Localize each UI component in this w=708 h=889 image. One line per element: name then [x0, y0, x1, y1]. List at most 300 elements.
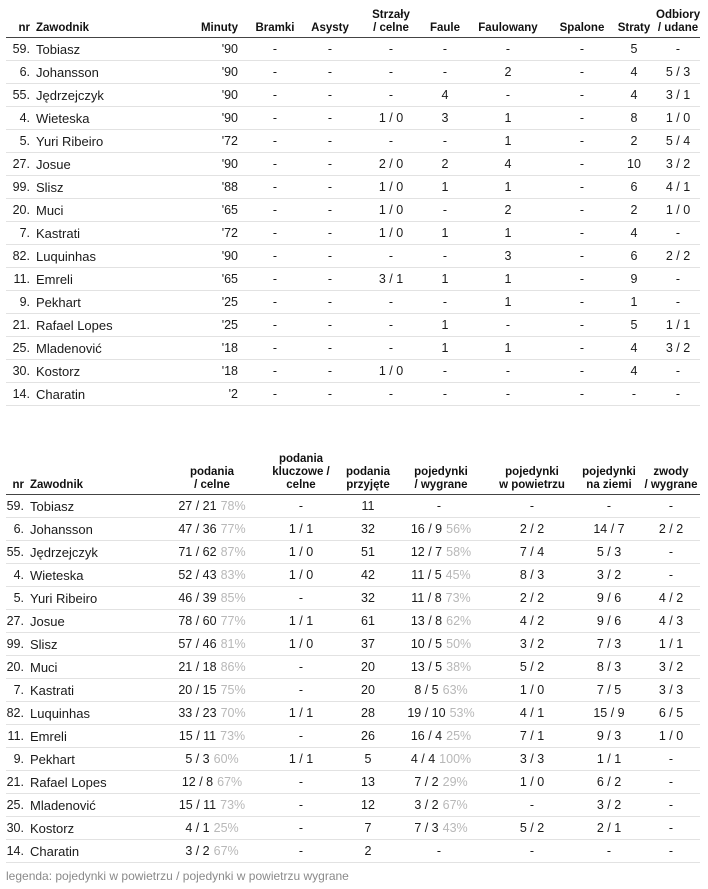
duels-percentage: 63% — [442, 683, 468, 697]
passes-value: 78 / 60 — [178, 614, 217, 628]
duels-percentage: 53% — [449, 706, 475, 720]
cell-offside: - — [552, 130, 612, 153]
cell-recoveries: 1 / 0 — [656, 199, 700, 222]
cell-losses: - — [612, 383, 656, 406]
cell-key-passes: 1 / 0 — [260, 541, 342, 564]
cell-challenges: - — [642, 541, 700, 564]
duels-value: - — [436, 844, 442, 858]
cell-challenges: 1 / 0 — [642, 725, 700, 748]
passes-percentage: 60% — [213, 752, 239, 766]
cell-fouls: - — [426, 383, 464, 406]
cell-player-name: Jędrzejczyk — [28, 541, 164, 564]
passes-percentage: 25% — [213, 821, 239, 835]
cell-nr: 82. — [6, 702, 28, 725]
table-row — [6, 587, 700, 610]
cell-aerial: 3 / 3 — [488, 748, 576, 771]
table-row — [6, 633, 700, 656]
cell-fouls: 1 — [426, 268, 464, 291]
cell-fouled: - — [464, 38, 552, 61]
cell-minutes: '65 — [174, 268, 246, 291]
cell-losses: 9 — [612, 268, 656, 291]
duels-percentage: 38% — [446, 660, 472, 674]
cell-player-name: Mladenović — [34, 337, 174, 360]
cell-fouled: - — [464, 314, 552, 337]
cell-received: 2 — [342, 840, 394, 863]
cell-player-name: Yuri Ribeiro — [28, 587, 164, 610]
cell-passes — [164, 748, 260, 771]
cell-offside: - — [552, 61, 612, 84]
cell-assists: - — [304, 291, 356, 314]
cell-challenges: 3 / 2 — [642, 656, 700, 679]
cell-key-passes: 1 / 1 — [260, 702, 342, 725]
table-header-row — [6, 6, 700, 38]
cell-challenges: - — [642, 564, 700, 587]
cell-duels — [394, 656, 488, 679]
cell-fouled: 3 — [464, 245, 552, 268]
cell-player-name: Muci — [28, 656, 164, 679]
cell-offside: - — [552, 222, 612, 245]
cell-assists: - — [304, 38, 356, 61]
cell-duels — [394, 587, 488, 610]
cell-recoveries: - — [656, 38, 700, 61]
cell-player-name: Mladenović — [28, 794, 164, 817]
cell-offside: - — [552, 245, 612, 268]
cell-passes — [164, 771, 260, 794]
cell-recoveries: 1 / 0 — [656, 107, 700, 130]
passes-value: 20 / 15 — [178, 683, 217, 697]
cell-duels — [394, 702, 488, 725]
duels-percentage: 67% — [442, 798, 468, 812]
cell-duels — [394, 541, 488, 564]
cell-player-name: Johansson — [28, 518, 164, 541]
cell-challenges: 1 / 1 — [642, 633, 700, 656]
cell-fouled: 2 — [464, 199, 552, 222]
duels-percentage: 58% — [446, 545, 472, 559]
cell-shots: 2 / 0 — [356, 153, 426, 176]
passes-percentage: 85% — [220, 591, 246, 605]
cell-key-passes: - — [260, 817, 342, 840]
cell-assists: - — [304, 383, 356, 406]
cell-player-name: Charatin — [28, 840, 164, 863]
duels-value: 16 / 9 — [410, 522, 443, 536]
cell-shots: 1 / 0 — [356, 176, 426, 199]
duels-value: - — [436, 499, 442, 513]
cell-assists: - — [304, 245, 356, 268]
col-header-duels-line2: / wygrane — [414, 479, 468, 491]
duels-percentage: 50% — [446, 637, 472, 651]
cell-assists: - — [304, 153, 356, 176]
col-header-challenges — [642, 448, 700, 495]
match-stats-table — [6, 6, 700, 406]
duels-percentage: 25% — [446, 729, 472, 743]
passes-value: 46 / 39 — [178, 591, 217, 605]
cell-fouls: 2 — [426, 153, 464, 176]
cell-passes — [164, 518, 260, 541]
cell-goals: - — [246, 245, 304, 268]
passes-value: 47 / 36 — [178, 522, 217, 536]
cell-offside: - — [552, 383, 612, 406]
cell-nr: 21. — [6, 314, 34, 337]
cell-received: 20 — [342, 656, 394, 679]
cell-player-name: Pekhart — [28, 748, 164, 771]
cell-minutes: '90 — [174, 107, 246, 130]
cell-received: 5 — [342, 748, 394, 771]
cell-player-name: Yuri Ribeiro — [34, 130, 174, 153]
cell-fouled: - — [464, 360, 552, 383]
cell-key-passes: - — [260, 495, 342, 518]
table-row — [6, 840, 700, 863]
col-header-player: Zawodnik — [34, 6, 174, 38]
col-header-recoveries-line1: Odbiory — [656, 9, 701, 21]
cell-challenges: - — [642, 817, 700, 840]
duels-value: 11 / 5 — [411, 568, 442, 582]
cell-ground: 6 / 2 — [576, 771, 642, 794]
cell-assists: - — [304, 130, 356, 153]
passes-percentage: 67% — [213, 844, 239, 858]
cell-received: 26 — [342, 725, 394, 748]
passes-percentage: 73% — [220, 729, 246, 743]
table-row — [6, 199, 700, 222]
col-header-key-passes-line3: celne — [286, 479, 316, 491]
cell-nr: 99. — [6, 176, 34, 199]
cell-aerial: 3 / 2 — [488, 633, 576, 656]
cell-recoveries: - — [656, 360, 700, 383]
table-row — [6, 268, 700, 291]
col-header-fouls: Faule — [426, 6, 464, 38]
cell-losses: 6 — [612, 245, 656, 268]
col-header-key-passes-line1: podania — [278, 453, 324, 465]
passes-percentage: 67% — [217, 775, 243, 789]
cell-ground: - — [576, 840, 642, 863]
cell-fouls: - — [426, 291, 464, 314]
cell-nr: 55. — [6, 84, 34, 107]
cell-nr: 82. — [6, 245, 34, 268]
cell-ground: 14 / 7 — [576, 518, 642, 541]
cell-player-name: Kostorz — [28, 817, 164, 840]
col-header-key-passes-line2: kluczowe / — [272, 466, 330, 478]
table-row — [6, 222, 700, 245]
cell-passes — [164, 610, 260, 633]
table-row — [6, 337, 700, 360]
table-row — [6, 314, 700, 337]
passes-percentage: 87% — [220, 545, 246, 559]
cell-nr: 25. — [6, 794, 28, 817]
cell-aerial: 2 / 2 — [488, 587, 576, 610]
cell-ground: 1 / 1 — [576, 748, 642, 771]
cell-player-name: Rafael Lopes — [34, 314, 174, 337]
cell-nr: 30. — [6, 817, 28, 840]
cell-player-name: Tobiasz — [28, 495, 164, 518]
cell-shots: - — [356, 314, 426, 337]
cell-losses: 6 — [612, 176, 656, 199]
cell-player-name: Luquinhas — [28, 702, 164, 725]
cell-goals: - — [246, 222, 304, 245]
cell-duels — [394, 610, 488, 633]
cell-received: 61 — [342, 610, 394, 633]
cell-player-name: Tobiasz — [34, 38, 174, 61]
cell-offside: - — [552, 176, 612, 199]
cell-losses: 2 — [612, 130, 656, 153]
cell-goals: - — [246, 130, 304, 153]
cell-offside: - — [552, 268, 612, 291]
cell-duels — [394, 725, 488, 748]
table-row — [6, 610, 700, 633]
table-row — [6, 107, 700, 130]
cell-minutes: '72 — [174, 130, 246, 153]
duels-percentage: 100% — [439, 752, 472, 766]
cell-key-passes: 1 / 1 — [260, 748, 342, 771]
cell-nr: 55. — [6, 541, 28, 564]
cell-aerial: 1 / 0 — [488, 679, 576, 702]
col-header-passes — [164, 448, 260, 495]
cell-offside: - — [552, 153, 612, 176]
cell-goals: - — [246, 314, 304, 337]
col-header-passes-line2: / celne — [194, 479, 230, 491]
passes-percentage: 86% — [220, 660, 246, 674]
duels-percentage: 43% — [442, 821, 468, 835]
cell-fouls: 1 — [426, 337, 464, 360]
cell-player-name: Luquinhas — [34, 245, 174, 268]
cell-aerial: 4 / 2 — [488, 610, 576, 633]
cell-passes — [164, 817, 260, 840]
cell-received: 51 — [342, 541, 394, 564]
cell-player-name: Emreli — [34, 268, 174, 291]
cell-fouls: - — [426, 245, 464, 268]
cell-challenges: 4 / 3 — [642, 610, 700, 633]
cell-fouled: 1 — [464, 176, 552, 199]
cell-challenges: 2 / 2 — [642, 518, 700, 541]
cell-fouls: 1 — [426, 176, 464, 199]
cell-fouled: 4 — [464, 153, 552, 176]
cell-losses: 4 — [612, 222, 656, 245]
cell-fouled: 1 — [464, 107, 552, 130]
table-row — [6, 84, 700, 107]
table-row — [6, 153, 700, 176]
cell-fouled: 1 — [464, 222, 552, 245]
cell-key-passes: - — [260, 840, 342, 863]
duels-value: 8 / 5 — [414, 683, 439, 697]
cell-minutes: '25 — [174, 291, 246, 314]
cell-fouls: - — [426, 199, 464, 222]
cell-fouls: 4 — [426, 84, 464, 107]
cell-offside: - — [552, 84, 612, 107]
col-header-shots-line2: / celne — [373, 22, 409, 34]
cell-aerial: 5 / 2 — [488, 817, 576, 840]
col-header-assists: Asysty — [304, 6, 356, 38]
cell-minutes: '90 — [174, 153, 246, 176]
col-header-shots — [356, 6, 426, 38]
cell-passes — [164, 633, 260, 656]
cell-ground: 3 / 2 — [576, 564, 642, 587]
cell-goals: - — [246, 199, 304, 222]
passes-value: 3 / 2 — [185, 844, 210, 858]
cell-aerial: 1 / 0 — [488, 771, 576, 794]
cell-key-passes: - — [260, 725, 342, 748]
cell-losses: 4 — [612, 84, 656, 107]
col-header-key-passes — [260, 448, 342, 495]
cell-aerial: - — [488, 794, 576, 817]
cell-player-name: Kostorz — [34, 360, 174, 383]
cell-challenges: 4 / 2 — [642, 587, 700, 610]
cell-goals: - — [246, 176, 304, 199]
cell-nr: 6. — [6, 61, 34, 84]
duels-value: 7 / 2 — [414, 775, 439, 789]
passes-percentage: 77% — [220, 522, 246, 536]
table-row — [6, 748, 700, 771]
cell-fouls: 1 — [426, 314, 464, 337]
table-row — [6, 518, 700, 541]
cell-fouled: 1 — [464, 130, 552, 153]
duels-value: 4 / 4 — [410, 752, 436, 766]
cell-recoveries: - — [656, 291, 700, 314]
cell-losses: 2 — [612, 199, 656, 222]
cell-losses: 10 — [612, 153, 656, 176]
cell-losses: 8 — [612, 107, 656, 130]
cell-goals: - — [246, 291, 304, 314]
cell-passes — [164, 840, 260, 863]
cell-nr: 59. — [6, 495, 28, 518]
cell-shots: - — [356, 245, 426, 268]
col-header-minutes: Minuty — [174, 6, 246, 38]
cell-shots: - — [356, 84, 426, 107]
cell-nr: 7. — [6, 679, 28, 702]
table-row — [6, 702, 700, 725]
cell-passes — [164, 495, 260, 518]
cell-ground: 2 / 1 — [576, 817, 642, 840]
passes-percentage: 83% — [220, 568, 246, 582]
cell-received: 37 — [342, 633, 394, 656]
cell-goals: - — [246, 360, 304, 383]
cell-player-name: Emreli — [28, 725, 164, 748]
cell-duels — [394, 817, 488, 840]
cell-duels — [394, 794, 488, 817]
duels-value: 7 / 3 — [414, 821, 439, 835]
table-header-row — [6, 448, 700, 495]
cell-offside: - — [552, 291, 612, 314]
cell-shots: 1 / 0 — [356, 199, 426, 222]
cell-minutes: '2 — [174, 383, 246, 406]
cell-ground: 15 / 9 — [576, 702, 642, 725]
col-header-player: Zawodnik — [28, 448, 164, 495]
col-header-ground-line2: na ziemi — [586, 479, 632, 491]
col-header-offside: Spalone — [552, 6, 612, 38]
cell-fouled: 1 — [464, 337, 552, 360]
table-row — [6, 564, 700, 587]
duels-value: 3 / 2 — [414, 798, 439, 812]
cell-minutes: '90 — [174, 38, 246, 61]
col-header-recoveries-line2: / udane — [657, 22, 699, 34]
cell-received: 20 — [342, 679, 394, 702]
cell-shots: - — [356, 61, 426, 84]
col-header-nr: nr — [6, 448, 28, 495]
passes-value: 4 / 1 — [185, 821, 210, 835]
cell-nr: 99. — [6, 633, 28, 656]
cell-minutes: '25 — [174, 314, 246, 337]
cell-minutes: '18 — [174, 337, 246, 360]
cell-player-name: Kastrati — [28, 679, 164, 702]
cell-goals: - — [246, 268, 304, 291]
col-header-received-line2: przyjęte — [346, 479, 390, 491]
table-row — [6, 245, 700, 268]
cell-player-name: Muci — [34, 199, 174, 222]
cell-nr: 7. — [6, 222, 34, 245]
cell-key-passes: 1 / 0 — [260, 633, 342, 656]
cell-ground: 3 / 2 — [576, 794, 642, 817]
cell-shots: 3 / 1 — [356, 268, 426, 291]
cell-recoveries: 4 / 1 — [656, 176, 700, 199]
cell-goals: - — [246, 337, 304, 360]
duels-percentage: 73% — [445, 591, 471, 605]
cell-shots: 1 / 0 — [356, 222, 426, 245]
cell-received: 28 — [342, 702, 394, 725]
cell-player-name: Josue — [28, 610, 164, 633]
cell-offside: - — [552, 38, 612, 61]
cell-received: 32 — [342, 518, 394, 541]
col-header-duels — [394, 448, 488, 495]
cell-aerial: 8 / 3 — [488, 564, 576, 587]
cell-player-name: Josue — [34, 153, 174, 176]
duels-value: 10 / 5 — [410, 637, 443, 651]
cell-shots: - — [356, 291, 426, 314]
cell-fouls: - — [426, 130, 464, 153]
cell-ground: 7 / 5 — [576, 679, 642, 702]
col-header-passes-line1: podania — [189, 466, 235, 478]
passing-duels-table — [6, 448, 700, 863]
passes-percentage: 73% — [220, 798, 246, 812]
col-header-shots-line1: Strzały — [372, 9, 410, 21]
cell-key-passes: 1 / 1 — [260, 610, 342, 633]
cell-recoveries: 5 / 4 — [656, 130, 700, 153]
passes-percentage: 75% — [220, 683, 246, 697]
cell-ground: - — [576, 495, 642, 518]
cell-minutes: '18 — [174, 360, 246, 383]
cell-aerial: 4 / 1 — [488, 702, 576, 725]
cell-key-passes: - — [260, 794, 342, 817]
table-row — [6, 130, 700, 153]
cell-received: 32 — [342, 587, 394, 610]
cell-player-name: Rafael Lopes — [28, 771, 164, 794]
cell-duels — [394, 564, 488, 587]
cell-ground: 8 / 3 — [576, 656, 642, 679]
table-row — [6, 656, 700, 679]
table-row — [6, 291, 700, 314]
passes-value: 27 / 21 — [178, 499, 217, 513]
cell-minutes: '88 — [174, 176, 246, 199]
cell-offside: - — [552, 107, 612, 130]
cell-recoveries: 5 / 3 — [656, 61, 700, 84]
cell-player-name: Johansson — [34, 61, 174, 84]
duels-value: 11 / 8 — [411, 591, 442, 605]
cell-nr: 5. — [6, 130, 34, 153]
cell-passes — [164, 656, 260, 679]
cell-offside: - — [552, 199, 612, 222]
cell-goals: - — [246, 38, 304, 61]
cell-losses: 4 — [612, 360, 656, 383]
cell-nr: 20. — [6, 656, 28, 679]
table-row — [6, 360, 700, 383]
cell-goals: - — [246, 153, 304, 176]
cell-key-passes: 1 / 0 — [260, 564, 342, 587]
passes-percentage: 70% — [220, 706, 246, 720]
cell-nr: 4. — [6, 107, 34, 130]
table-row — [6, 817, 700, 840]
cell-player-name: Slisz — [34, 176, 174, 199]
cell-passes — [164, 679, 260, 702]
cell-ground: 7 / 3 — [576, 633, 642, 656]
cell-nr: 27. — [6, 610, 28, 633]
cell-passes — [164, 702, 260, 725]
cell-offside: - — [552, 360, 612, 383]
